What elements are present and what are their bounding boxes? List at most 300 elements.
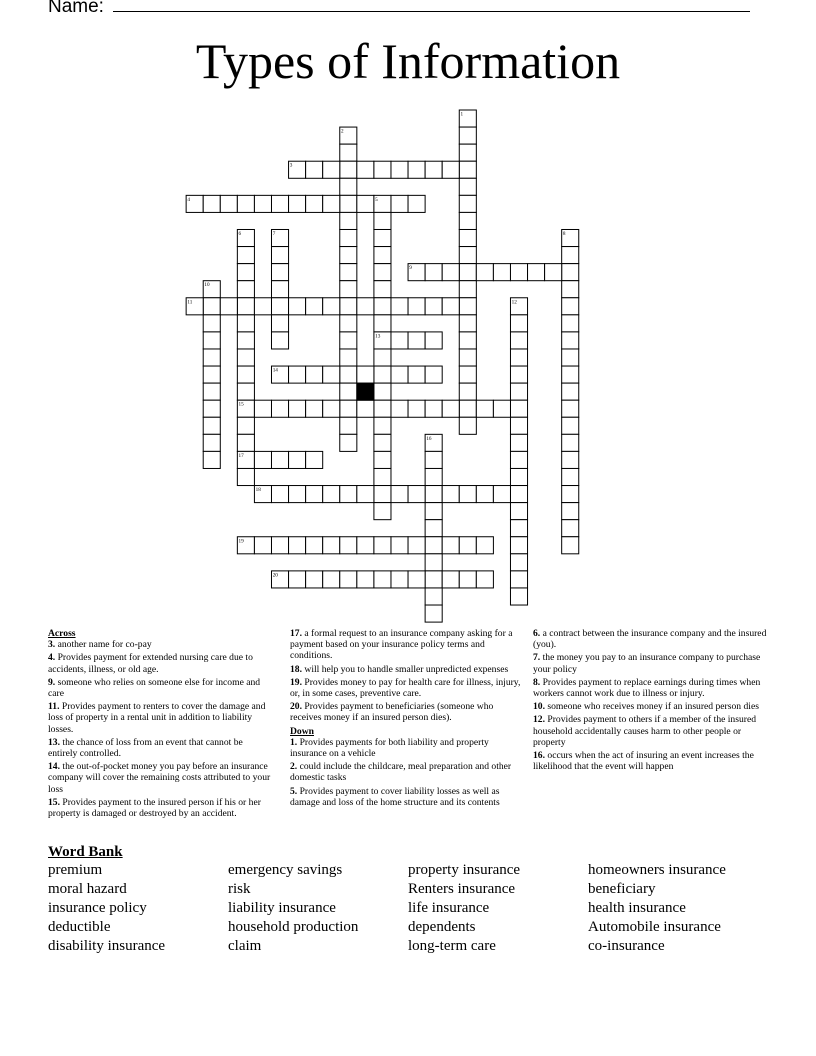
crossword-cell[interactable] [357,486,374,503]
clue-number: 3 [289,162,293,169]
crossword-cell[interactable] [425,554,442,571]
down-clue [533,701,769,712]
crossword-cell[interactable] [203,195,220,212]
crossword-cell[interactable] [271,571,288,588]
crossword-cell[interactable] [323,571,340,588]
crossword-cell[interactable] [510,434,527,451]
clue-number-label: 20. [290,701,302,713]
crossword-cell[interactable] [408,486,425,503]
crossword-cell[interactable] [374,298,391,315]
clue-number: 6 [238,230,242,237]
crossword-cell[interactable] [425,520,442,537]
clue-number-label: 9. [48,676,56,688]
crossword-cell[interactable] [545,264,562,281]
crossword-cell[interactable] [425,264,442,281]
crossword-cell[interactable] [425,537,442,554]
crossword-cell[interactable] [442,264,459,281]
crossword-cell[interactable] [408,332,425,349]
crossword-cell[interactable] [510,417,527,434]
crossword-cell[interactable] [340,178,357,195]
crossword-cell[interactable] [510,554,527,571]
down-header: Down [290,725,314,737]
crossword-cell[interactable] [425,400,442,417]
crossword-cell[interactable] [374,229,391,246]
across-clue [48,797,273,819]
crossword-cell[interactable] [340,349,357,366]
crossword-cell[interactable] [306,451,323,468]
crossword-cell[interactable] [374,349,391,366]
crossword-cell[interactable] [493,486,510,503]
word-bank-title: Word Bank [48,844,123,860]
clue-text: a formal request to an insurance company asking for a payment based on your insurance policy terms and conditions. [290,628,513,662]
word-bank-item: risk [228,881,251,897]
clue-number-label: 11. [48,701,60,713]
crossword-cell[interactable] [357,400,374,417]
crossword-cell[interactable] [220,298,237,315]
crossword-cell[interactable] [340,434,357,451]
crossword-cell[interactable] [408,400,425,417]
black-cell [357,383,374,400]
crossword-cell[interactable] [340,315,357,332]
crossword-cell[interactable] [510,400,527,417]
across-clue [290,664,526,675]
crossword-cell[interactable] [562,264,579,281]
clue-number-label: 4. [48,652,56,664]
crossword-cell[interactable] [237,315,254,332]
crossword-cell[interactable] [528,264,545,281]
crossword-cell[interactable] [340,281,357,298]
crossword-cell[interactable] [289,571,306,588]
crossword-cell[interactable] [476,486,493,503]
crossword-cell[interactable] [271,281,288,298]
crossword-cell[interactable] [340,144,357,161]
crossword-cell[interactable] [374,315,391,332]
crossword-cell[interactable] [493,264,510,281]
crossword-cell[interactable] [476,264,493,281]
crossword-cell[interactable] [340,383,357,400]
crossword-cell[interactable] [562,503,579,520]
crossword-cell[interactable] [203,400,220,417]
crossword-cell[interactable] [459,537,476,554]
crossword-cell[interactable] [374,332,391,349]
crossword-cell[interactable] [306,400,323,417]
clue-number-label: 1. [290,736,298,748]
crossword-cell[interactable] [237,264,254,281]
crossword-cell[interactable] [237,366,254,383]
crossword-cell[interactable] [391,298,408,315]
crossword-cell[interactable] [391,195,408,212]
crossword-cell[interactable] [220,195,237,212]
crossword-cell[interactable] [562,537,579,554]
crossword-cell[interactable] [408,195,425,212]
crossword-cell[interactable] [271,486,288,503]
crossword-cell[interactable] [510,537,527,554]
crossword-cell[interactable] [374,366,391,383]
crossword-cell[interactable] [425,366,442,383]
crossword-cell[interactable] [203,366,220,383]
crossword-cell[interactable] [562,451,579,468]
crossword-cell[interactable] [186,298,203,315]
crossword-cell[interactable] [374,247,391,264]
clue-text: will help you to handle smaller unpredicted expenses [302,663,509,675]
crossword-cell[interactable] [459,366,476,383]
crossword-cell[interactable] [459,161,476,178]
crossword-cell[interactable] [340,537,357,554]
crossword-cell[interactable] [425,588,442,605]
crossword-cell[interactable] [323,195,340,212]
crossword-cell[interactable] [374,537,391,554]
clue-text: the money you pay to an insurance company to purchase your policy [533,652,761,675]
crossword-cell[interactable] [425,605,442,622]
crossword-cell[interactable] [203,383,220,400]
crossword-cell[interactable] [306,366,323,383]
down-clue [290,761,526,783]
crossword-cell[interactable] [323,298,340,315]
crossword-cell[interactable] [340,195,357,212]
crossword-cell[interactable] [562,383,579,400]
clues-column-middle [290,628,526,810]
crossword-cell[interactable] [340,400,357,417]
crossword-cell[interactable] [340,486,357,503]
crossword-cell[interactable] [493,400,510,417]
crossword-cell[interactable] [306,298,323,315]
crossword-cell[interactable] [340,417,357,434]
crossword-cell[interactable] [254,486,271,503]
clue-text: could include the childcare, meal preparation and other domestic tasks [290,761,512,784]
crossword-cell[interactable] [459,400,476,417]
crossword-cell[interactable] [562,332,579,349]
crossword-cell[interactable] [254,451,271,468]
crossword-cell[interactable] [442,298,459,315]
crossword-cell[interactable] [459,298,476,315]
crossword-cell[interactable] [357,161,374,178]
crossword-cell[interactable] [237,332,254,349]
crossword-cell[interactable] [562,229,579,246]
crossword-cell[interactable] [476,400,493,417]
crossword-cell[interactable] [510,451,527,468]
crossword-cell[interactable] [203,298,220,315]
word-bank [48,862,788,957]
crossword-cell[interactable] [340,161,357,178]
clue-text: Provides payment for extended nursing care due to accidents, illness, or old age. [48,652,253,675]
crossword-cell[interactable] [340,332,357,349]
crossword-cell[interactable] [510,349,527,366]
crossword-cell[interactable] [340,298,357,315]
crossword-cell[interactable] [203,332,220,349]
crossword-cell[interactable] [271,366,288,383]
crossword-cell[interactable] [425,486,442,503]
crossword-cell[interactable] [408,571,425,588]
crossword-cell[interactable] [459,264,476,281]
crossword-cell[interactable] [340,571,357,588]
crossword-cell[interactable] [374,195,391,212]
clue-text: another name for co-pay [55,639,152,651]
crossword-cell[interactable] [562,281,579,298]
crossword-cell[interactable] [237,247,254,264]
crossword-cell[interactable] [289,161,306,178]
crossword-cell[interactable] [374,468,391,485]
crossword-cell[interactable] [289,298,306,315]
crossword-cell[interactable] [289,195,306,212]
crossword-cell[interactable] [562,366,579,383]
crossword-cell[interactable] [391,537,408,554]
crossword-cell[interactable] [510,520,527,537]
crossword-cell[interactable] [271,247,288,264]
crossword-cell[interactable] [237,537,254,554]
word-bank-item: beneficiary [588,881,656,897]
crossword-cell[interactable] [357,571,374,588]
crossword-cell[interactable] [323,400,340,417]
crossword-cell[interactable] [271,315,288,332]
crossword-cell[interactable] [237,281,254,298]
crossword-cell[interactable] [425,161,442,178]
word-bank-item: insurance policy [48,900,147,916]
crossword-cell[interactable] [459,195,476,212]
crossword-cell[interactable] [374,212,391,229]
crossword-cell[interactable] [271,451,288,468]
clue-number: 5 [375,196,378,203]
crossword-cell[interactable] [237,468,254,485]
clue-number-label: 12. [533,714,545,726]
crossword-cell[interactable] [306,161,323,178]
crossword-cell[interactable] [562,434,579,451]
crossword-cell[interactable] [374,503,391,520]
clue-text: someone who relies on someone else for income and care [48,676,261,700]
crossword-cell[interactable] [408,264,425,281]
crossword-cell[interactable] [289,451,306,468]
crossword-cell[interactable] [562,298,579,315]
crossword-cell[interactable] [306,537,323,554]
crossword-cell[interactable] [271,332,288,349]
crossword-cell[interactable] [254,195,271,212]
crossword-cell[interactable] [425,332,442,349]
crossword-cell[interactable] [374,161,391,178]
crossword-cell[interactable] [306,486,323,503]
crossword-cell[interactable] [408,366,425,383]
crossword-cell[interactable] [459,144,476,161]
across-header: Across [48,628,76,639]
crossword-cell[interactable] [510,503,527,520]
crossword-cell[interactable] [391,486,408,503]
crossword-cell[interactable] [237,195,254,212]
word-bank-item: property insurance [408,862,521,878]
crossword-cell[interactable] [237,417,254,434]
crossword-cell[interactable] [442,486,459,503]
clue-number-label: 13. [48,736,60,748]
crossword-cell[interactable] [391,366,408,383]
crossword-cell[interactable] [408,161,425,178]
crossword-cell[interactable] [425,451,442,468]
clue-number: 16 [426,435,432,442]
crossword-cell[interactable] [408,298,425,315]
crossword-cell[interactable] [357,195,374,212]
crossword-cell[interactable] [289,537,306,554]
crossword-cell[interactable] [203,434,220,451]
name-underline[interactable] [113,0,750,12]
crossword-cell[interactable] [459,349,476,366]
crossword-cell[interactable] [442,161,459,178]
word-bank-item: moral hazard [48,881,127,897]
crossword-cell[interactable] [340,127,357,144]
crossword-cell[interactable] [374,417,391,434]
clue-text: Provides payment to others if a member of the insured household accidentally causes harm to other people or property [533,714,757,748]
clues-column-left [48,628,273,821]
crossword-cell[interactable] [374,264,391,281]
clue-text: Provides payment to replace earnings during times when workers cannot work due to illness or injury. [533,676,761,700]
crossword-cell[interactable] [459,486,476,503]
crossword-cell[interactable] [323,537,340,554]
crossword-cell[interactable] [374,383,391,400]
crossword-cell[interactable] [237,383,254,400]
crossword-cell[interactable] [271,264,288,281]
crossword-cell[interactable] [510,298,527,315]
crossword-cell[interactable] [357,298,374,315]
crossword-cell[interactable] [459,315,476,332]
crossword-cell[interactable] [374,281,391,298]
crossword-cell[interactable] [237,434,254,451]
clue-number: 14 [272,367,278,374]
crossword-cell[interactable] [459,229,476,246]
crossword-cell[interactable] [562,247,579,264]
crossword-cell[interactable] [323,486,340,503]
crossword-cell[interactable] [562,486,579,503]
crossword-cell[interactable] [323,161,340,178]
across-clue [290,701,526,723]
crossword-cell[interactable] [442,537,459,554]
crossword-cell[interactable] [306,195,323,212]
crossword-cell[interactable] [562,417,579,434]
clue-number-label: 15. [48,796,60,808]
crossword-cell[interactable] [408,537,425,554]
clue-text: Provides payment to the insured person if his or her property is damaged or destroyed by an accident. [48,796,261,820]
crossword-cell[interactable] [289,486,306,503]
clue-number: 8 [562,230,566,237]
clue-number: 10 [204,282,210,289]
crossword-cell[interactable] [306,571,323,588]
crossword-cell[interactable] [391,400,408,417]
crossword-cell[interactable] [510,366,527,383]
crossword-cell[interactable] [237,349,254,366]
crossword-cell[interactable] [510,468,527,485]
crossword-cell[interactable] [510,486,527,503]
crossword-cell[interactable] [374,486,391,503]
crossword-cell[interactable] [459,332,476,349]
crossword-cell[interactable] [459,127,476,144]
crossword-cell[interactable] [425,298,442,315]
crossword-cell[interactable] [271,400,288,417]
crossword-cell[interactable] [203,451,220,468]
crossword-cell[interactable] [391,332,408,349]
crossword-cell[interactable] [374,434,391,451]
crossword-cell[interactable] [323,366,340,383]
crossword-cell[interactable] [374,571,391,588]
crossword-cell[interactable] [459,281,476,298]
crossword-cell[interactable] [476,537,493,554]
clue-number: 19 [238,538,244,545]
crossword-cell[interactable] [510,315,527,332]
crossword-cell[interactable] [289,400,306,417]
crossword-cell[interactable] [357,537,374,554]
clue-number: 4 [187,196,190,203]
crossword-cell[interactable] [374,451,391,468]
crossword-cell[interactable] [459,212,476,229]
crossword-cell[interactable] [562,349,579,366]
crossword-cell[interactable] [340,366,357,383]
crossword-cell[interactable] [340,264,357,281]
crossword-cell[interactable] [237,298,254,315]
clue-text: occurs when the act of insuring an event increases the likelihood that the event will happen [533,750,754,773]
crossword-cell[interactable] [425,434,442,451]
crossword-cell[interactable] [254,537,271,554]
crossword-cell[interactable] [237,400,254,417]
crossword-cell[interactable] [237,229,254,246]
crossword-cell[interactable] [562,520,579,537]
crossword-cell[interactable] [271,298,288,315]
crossword-cell[interactable] [442,400,459,417]
crossword-cell[interactable] [459,383,476,400]
crossword-cell[interactable] [340,212,357,229]
crossword-cell[interactable] [271,195,288,212]
crossword-cell[interactable] [254,298,271,315]
crossword-cell[interactable] [340,229,357,246]
crossword-cell[interactable] [203,315,220,332]
crossword-cell[interactable] [203,417,220,434]
crossword-cell[interactable] [510,571,527,588]
crossword-cell[interactable] [442,571,459,588]
crossword-cell[interactable] [510,264,527,281]
crossword-cell[interactable] [254,400,271,417]
crossword-cell[interactable] [459,571,476,588]
clue-number: 11 [187,299,193,306]
clue-text: the chance of loss from an event that cannot be entirely controlled. [48,736,243,760]
word-bank-item: life insurance [408,900,490,916]
crossword-cell[interactable] [510,332,527,349]
crossword-cell[interactable] [237,451,254,468]
crossword-cell[interactable] [289,366,306,383]
clue-number-label: 7. [533,652,541,664]
crossword-cell[interactable] [186,195,203,212]
crossword-cell[interactable] [562,468,579,485]
word-bank-item: emergency savings [228,862,343,878]
crossword-cell[interactable] [510,383,527,400]
crossword-cell[interactable] [391,571,408,588]
crossword-cell[interactable] [459,247,476,264]
crossword-cell[interactable] [203,281,220,298]
word-bank-item: dependents [408,919,476,935]
clue-number-label: 18. [290,663,302,675]
crossword-cell[interactable] [391,161,408,178]
crossword-cell[interactable] [425,503,442,520]
crossword-cell[interactable] [271,229,288,246]
crossword-cell[interactable] [374,400,391,417]
crossword-cell[interactable] [203,349,220,366]
crossword-cell[interactable] [357,366,374,383]
crossword-cell[interactable] [562,400,579,417]
crossword-cell[interactable] [459,417,476,434]
word-bank-item: co-insurance [588,938,665,954]
crossword-cell[interactable] [476,571,493,588]
crossword-cell[interactable] [271,537,288,554]
name-field[interactable] [48,0,750,18]
crossword-cell[interactable] [425,468,442,485]
crossword-cell[interactable] [340,247,357,264]
crossword-cell[interactable] [510,588,527,605]
crossword-cell[interactable] [459,178,476,195]
crossword-cell[interactable] [562,315,579,332]
crossword-cell[interactable] [425,571,442,588]
crossword-cell[interactable] [459,110,476,127]
clue-number-label: 6. [533,628,541,639]
